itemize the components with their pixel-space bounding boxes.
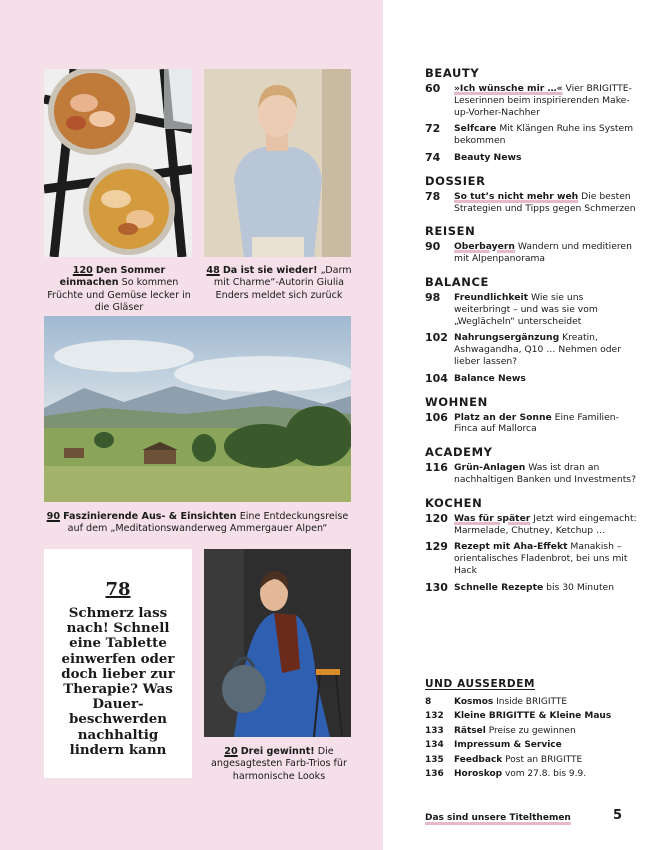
entry-text-wrap	[454, 769, 641, 781]
entry-description: bis 30 Minuten	[543, 581, 615, 593]
entry-page: 133	[425, 725, 444, 736]
entry-text-wrap	[454, 83, 641, 118]
toc-entry[interactable]	[425, 412, 641, 436]
entry-page: 78	[425, 189, 441, 203]
caption-page-number: 48	[206, 265, 220, 276]
entry-keyword: Horoskop	[454, 768, 503, 779]
entry-text-wrap	[454, 152, 641, 164]
entry-page: 132	[425, 711, 444, 722]
toc-section	[425, 496, 641, 594]
toc-entry[interactable]	[425, 373, 641, 385]
extra-entry[interactable]	[425, 769, 641, 781]
cover-topics-label: Das sind unsere Titelthemen	[425, 813, 571, 823]
toc-entry[interactable]	[425, 152, 641, 164]
caption-page-number: 120	[72, 265, 93, 276]
entry-keyword: Kleine BRIGITTE & Kleine Maus	[454, 711, 612, 722]
entry-text-wrap	[454, 241, 641, 265]
entry-page: 120	[425, 511, 448, 525]
caption-headline: Da ist sie wieder!	[222, 265, 318, 276]
extra-entry[interactable]	[425, 697, 641, 709]
entry-keyword: Selfcare	[454, 123, 497, 135]
entry-keyword: Platz an der Sonne	[454, 411, 552, 423]
entry-page: 116	[425, 461, 448, 475]
extra-contents	[425, 678, 641, 783]
entry-page: 60	[425, 82, 441, 95]
entry-page: 98	[425, 290, 441, 304]
toc-entry[interactable]	[425, 241, 641, 265]
entry-keyword: Grün-Anlagen	[454, 462, 526, 474]
entry-description: Inside BRIGITTE	[493, 697, 568, 707]
section-title: UND AUSSERDEM	[425, 678, 536, 690]
teaser-page-number: 78	[105, 579, 131, 600]
toc-section	[425, 224, 641, 265]
fashion-caption	[204, 746, 354, 783]
entry-keyword: Rätsel	[454, 725, 486, 736]
caption-page-number: 20	[224, 746, 238, 757]
entry-keyword: Balance News	[454, 372, 526, 384]
caption-headline: Drei gewinnt!	[240, 746, 315, 757]
entry-keyword: Schnelle Rezepte	[454, 581, 544, 593]
entry-page: 134	[425, 740, 444, 751]
entry-keyword: Kosmos	[454, 697, 494, 707]
entry-description: Die besten Strategien und Tipps gegen Schmerzen	[454, 190, 636, 214]
preserve-jars-photo	[44, 69, 192, 257]
caption-headline: Den Sommer einmachen	[59, 265, 166, 289]
entry-description: Was ist dran an nachhaltigen Banken und Investments?	[454, 462, 636, 485]
section-title: BEAUTY	[425, 66, 480, 80]
entry-page: 102	[425, 331, 448, 345]
entry-page: 72	[425, 122, 441, 136]
entry-description: vom 27.8. bis 9.9.	[502, 768, 587, 779]
landscape-caption	[44, 511, 351, 536]
entry-keyword: Impressum & Service	[454, 740, 562, 751]
entry-text-wrap	[454, 755, 641, 767]
entry-description: Wandern und meditieren mit Alpenpanorama	[454, 241, 632, 265]
entry-text-wrap	[454, 697, 641, 709]
caption-page-number: 90	[46, 511, 60, 522]
entry-keyword: Was für später	[454, 512, 531, 524]
toc-section	[425, 275, 641, 385]
entry-page: 8	[425, 697, 432, 707]
caption-text: Die angesagtesten Farb-Trios für harmonische Looks	[211, 746, 347, 782]
fashion-model-photo	[204, 549, 351, 737]
entry-page: 129	[425, 540, 448, 554]
toc-section	[425, 445, 641, 486]
dossier-teaser-box	[44, 549, 192, 778]
entry-text-wrap	[454, 726, 641, 738]
entry-page: 74	[425, 150, 441, 164]
entry-description: Manakish – orientalisches Fladenbrot, bei uns mit Hack	[454, 541, 628, 576]
entry-description: Jetzt wird eingemacht: Marmelade, Chutney, Ketchup …	[454, 512, 637, 536]
toc-entry[interactable]	[425, 292, 641, 327]
extra-entry[interactable]	[425, 740, 641, 752]
extra-list	[425, 697, 641, 781]
author-portrait-photo	[204, 69, 351, 257]
entry-keyword: Nahrungsergänzung	[454, 332, 560, 344]
entry-page: 90	[425, 240, 441, 254]
entry-text-wrap	[454, 462, 641, 486]
entry-description: Post an BRIGITTE	[502, 754, 583, 765]
entry-page: 104	[425, 371, 448, 385]
section-title: KOCHEN	[425, 495, 483, 510]
entry-keyword: Beauty News	[454, 151, 522, 163]
table-of-contents	[425, 66, 641, 604]
toc-entry[interactable]	[425, 513, 641, 537]
section-title: ACADEMY	[425, 445, 493, 460]
entry-text-wrap	[454, 513, 641, 537]
teaser-text: Schmerz lass nach! Schnell eine Tablette einwerfen oder doch lieber zur Therapie? Was Dauer-beschwerden nachhaltig lindern kann	[61, 605, 175, 758]
entry-text-wrap	[454, 123, 641, 147]
entry-keyword: Feedback	[454, 754, 503, 765]
entry-description: Eine Familien-Finca auf Mallorca	[454, 411, 619, 435]
caption-text: „Darm mit Charme“-Autorin Giulia Enders meldet sich zurück	[213, 265, 352, 301]
section-title: BALANCE	[425, 274, 490, 289]
entry-keyword: So tut’s nicht mehr weh	[454, 190, 579, 202]
entry-page: 130	[425, 580, 448, 594]
toc-entry[interactable]	[425, 541, 641, 576]
entry-description: Mit Klängen Ruhe ins System bekommen	[454, 123, 634, 147]
entry-keyword: Rezept mit Aha-Effekt	[454, 541, 568, 553]
author-caption	[204, 265, 354, 302]
entry-description: Preise zu gewinnen	[485, 725, 576, 736]
section-title: DOSSIER	[425, 173, 486, 188]
entry-keyword: »Ich wünsche mir …«	[454, 83, 563, 94]
entry-description: Wie sie uns weiterbringt – und was sie vom „Weglächeln“ unterscheidet	[454, 291, 598, 327]
entry-keyword: Oberbayern	[454, 241, 515, 253]
entry-description: Vier BRIGITTE-Leserinnen beim inspirierenden Make-up-Vorher-Nachher	[454, 83, 632, 118]
caption-headline: Faszinierende Aus- & Einsichten	[63, 511, 237, 522]
entry-page: 136	[425, 768, 444, 779]
page-number: 5	[613, 808, 623, 823]
toc-section	[425, 174, 641, 215]
toc-entry[interactable]	[425, 582, 641, 594]
caption-text: So kommen Früchte und Gemüse lecker in die Gläser	[47, 277, 191, 314]
entry-text-wrap	[454, 412, 641, 436]
extra-entry[interactable]	[425, 726, 641, 738]
entry-text-wrap	[454, 332, 641, 367]
toc-section	[425, 395, 641, 436]
extra-entry[interactable]	[425, 711, 641, 723]
preserve-caption	[44, 265, 194, 315]
section-title: WOHNEN	[425, 394, 488, 409]
section-title: REISEN	[425, 224, 476, 239]
entry-text-wrap	[454, 711, 641, 723]
extra-entry[interactable]	[425, 755, 641, 767]
toc-entry[interactable]	[425, 83, 641, 118]
entry-keyword: Freundlichkeit	[454, 291, 529, 303]
alpine-landscape-photo	[44, 316, 351, 502]
entry-text-wrap	[454, 541, 641, 576]
entry-page: 106	[425, 410, 448, 424]
toc-entry[interactable]	[425, 462, 641, 486]
entry-page: 135	[425, 754, 444, 765]
entry-text-wrap	[454, 373, 641, 385]
toc-entry[interactable]	[425, 332, 641, 367]
caption-text: Eine Entdeckungsreise auf dem „Meditationswanderweg Ammergauer Alpen“	[67, 511, 349, 535]
entry-description: Kreatin, Ashwagandha, Q10 … Nehmen oder lieber lassen?	[454, 332, 621, 367]
entry-text-wrap	[454, 582, 641, 594]
entry-text-wrap	[454, 292, 641, 327]
entry-text-wrap	[454, 191, 641, 215]
entry-text-wrap	[454, 740, 641, 752]
toc-entry[interactable]	[425, 123, 641, 147]
toc-section	[425, 66, 641, 164]
toc-entry[interactable]	[425, 191, 641, 215]
